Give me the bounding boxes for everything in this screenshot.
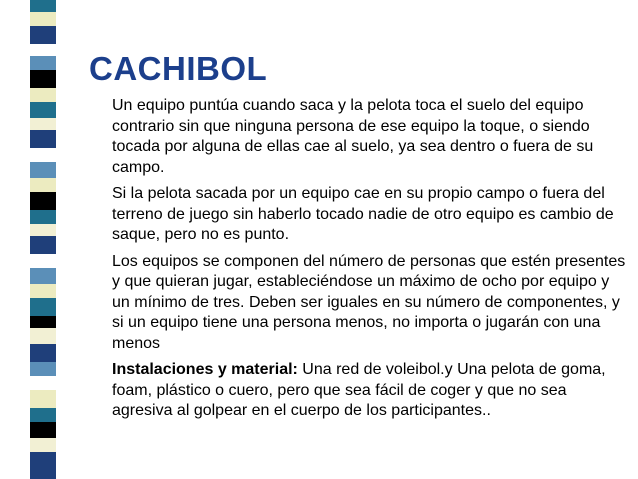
materials-label: Instalaciones y material: xyxy=(112,361,298,378)
slide-body xyxy=(112,96,628,428)
slide-title: CACHIBOL xyxy=(89,50,268,87)
paragraph-materials xyxy=(112,360,628,422)
paragraph-serve-change: Si la pelota sacada por un equipo cae en su propio campo o fuera del terreno de juego sin haberlo tocado nadie de otro equipo es cambio de saque, pero no es punto. xyxy=(112,185,614,243)
decorative-side-strip xyxy=(30,0,56,479)
paragraph-teams: Los equipos se componen del número de personas que estén presentes y que quieran jugar, estableciéndose un máximo de ocho por equipo y un mínimo de tres. Deben ser iguales en su número de componentes, y si un equipo tiene una persona menos, no importa o jugarán con una menos xyxy=(112,252,626,352)
materials-text: Una red de voleibol.y Una pelota de goma, foam, plástico o cuero, pero que sea fácil de coger y que no sea agresiva al golpear en el cuerpo de los participantes.. xyxy=(112,361,606,419)
paragraph-scoring: Un equipo puntúa cuando saca y la pelota toca el suelo del equipo contrario sin que ninguna persona de ese equipo la toque, o siendo tocada por alguna de ellas cae al suelo, ya sea dentro o fuera de su campo. xyxy=(112,97,594,176)
